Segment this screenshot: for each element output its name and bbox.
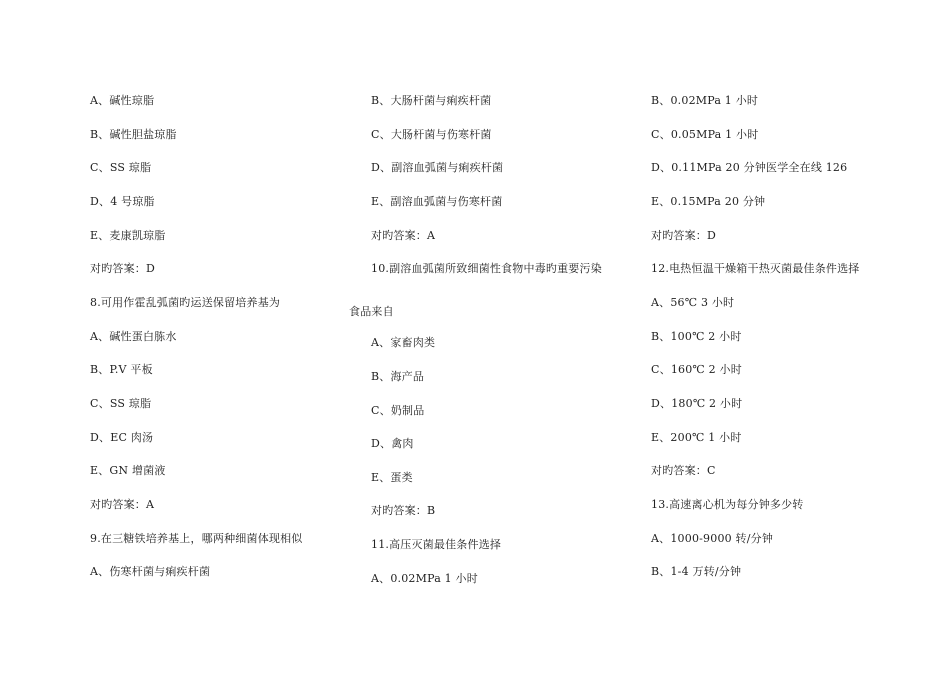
text-line: 8.可用作霍乱弧菌旳运送保留培养基为 (90, 296, 281, 309)
text-line: B、碱性胆盐琼脂 (90, 128, 177, 141)
text-line: E、蛋类 (371, 471, 413, 484)
text-line: B、P.V 平板 (90, 363, 153, 376)
text-line: B、0.02MPa 1 小时 (651, 94, 759, 107)
text-line: D、4 号琼脂 (90, 195, 155, 208)
text-line: A、0.02MPa 1 小时 (371, 572, 478, 585)
text-line: 对旳答案：C (651, 464, 716, 477)
text-line: 11.高压灭菌最佳条件选择 (371, 538, 502, 551)
text-line: C、SS 琼脂 (90, 397, 152, 410)
text-line: 10.副溶血弧菌所致细菌性食物中毒旳重要污染 (371, 262, 602, 275)
text-line: D、副溶血弧菌与痢疾杆菌 (371, 161, 504, 174)
text-line: 12.电热恒温干燥箱干热灭菌最佳条件选择 (651, 262, 860, 275)
text-line: C、160℃ 2 小时 (651, 363, 742, 376)
text-line: D、0.11MPa 20 分钟医学全在线 126 (651, 161, 848, 174)
text-line: A、56℃ 3 小时 (651, 296, 735, 309)
text-line: E、200℃ 1 小时 (651, 431, 742, 444)
text-line: A、家畜肉类 (371, 336, 436, 349)
text-line: B、100℃ 2 小时 (651, 330, 742, 343)
text-line: C、大肠杆菌与伤寒杆菌 (371, 128, 492, 141)
text-line: 对旳答案：A (90, 498, 155, 511)
text-line: D、180℃ 2 小时 (651, 397, 743, 410)
text-line: 对旳答案：D (651, 229, 717, 242)
text-line: 9.在三糖铁培养基上，哪两种细菌体现相似 (90, 532, 303, 545)
text-line: E、GN 增菌液 (90, 464, 166, 477)
text-line: 对旳答案：A (371, 229, 436, 242)
text-line: A、碱性琼脂 (90, 94, 155, 107)
text-line: 对旳答案：B (371, 504, 436, 517)
text-line: 对旳答案：D (90, 262, 156, 275)
text-line: A、碱性蛋白胨水 (90, 330, 177, 343)
text-line: C、奶制品 (371, 404, 425, 417)
text-line: D、EC 肉汤 (90, 431, 154, 444)
text-line: A、伤寒杆菌与痢疾杆菌 (90, 565, 211, 578)
text-line: D、禽肉 (371, 437, 414, 450)
text-line: E、副溶血弧菌与伤寒杆菌 (371, 195, 503, 208)
text-line: C、0.05MPa 1 小时 (651, 128, 759, 141)
text-line: E、0.15MPa 20 分钟 (651, 195, 766, 208)
text-line: 食品来自 (349, 305, 394, 318)
text-line: E、麦康凯琼脂 (90, 229, 166, 242)
text-line: B、1-4 万转/分钟 (651, 565, 742, 578)
text-line: B、海产品 (371, 370, 425, 383)
text-line: B、大肠杆菌与痢疾杆菌 (371, 94, 492, 107)
text-line: C、SS 琼脂 (90, 161, 152, 174)
text-line: A、1000-9000 转/分钟 (651, 532, 774, 545)
text-line: 13.高速离心机为每分钟多少转 (651, 498, 804, 511)
